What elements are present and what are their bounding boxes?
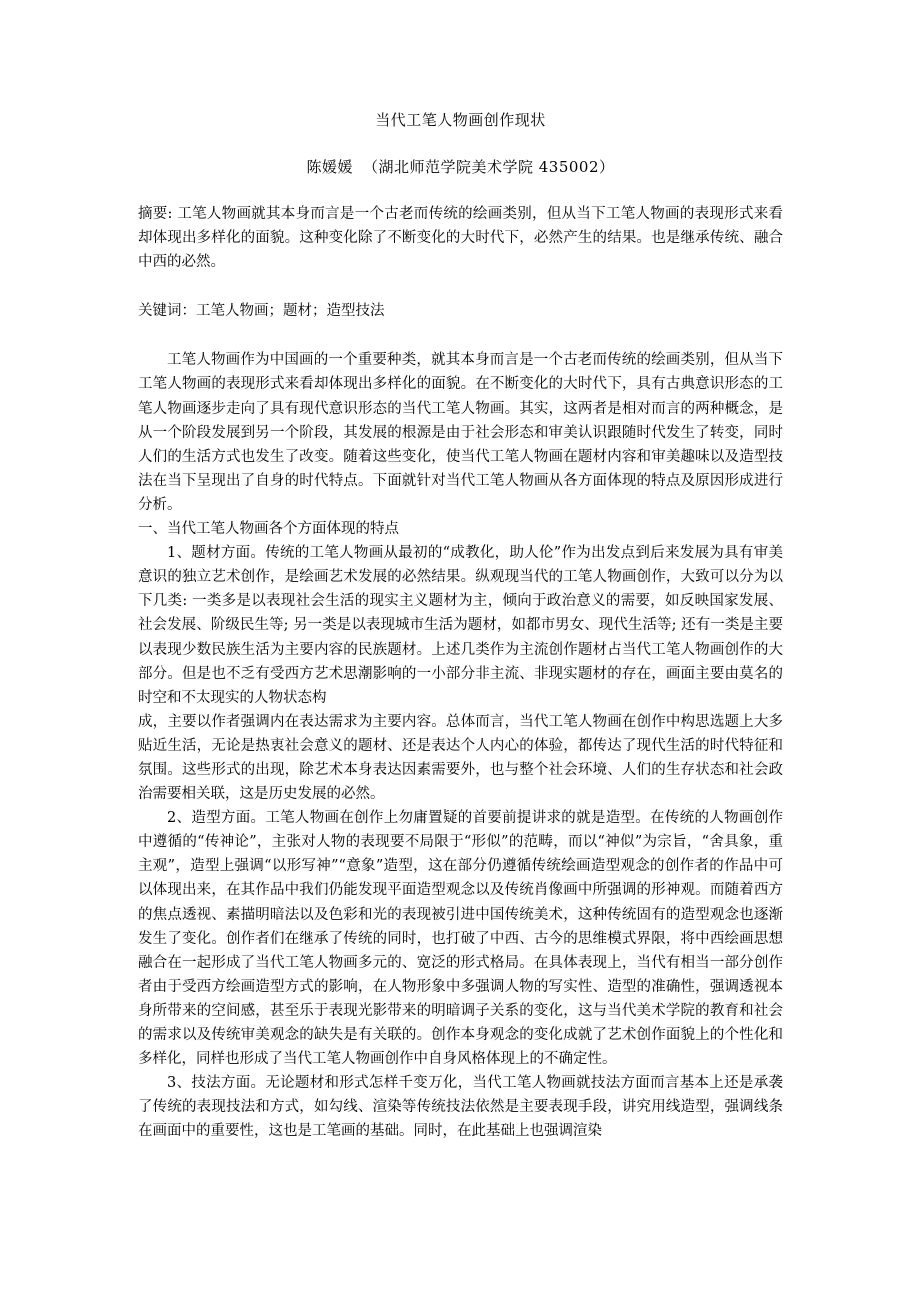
technique-paragraph: 3、技法方面。无论题材和形式怎样千变万化，当代工笔人物画就技法方面而言基本上还是承袭了传统的表现技法和方式，如勾线、渲染等传统技法依然是主要表现手段，讲究用线造型，强调线条在画面中的重要性，这也是工笔画的基础。同时，在此基础上也强调渲染 bbox=[138, 1075, 783, 1140]
keywords bbox=[138, 299, 783, 323]
document-page bbox=[138, 108, 783, 1143]
keywords-label: 关键词： bbox=[138, 303, 196, 320]
author-affiliation: （湖北师范学院美术学院 435002） bbox=[362, 158, 615, 176]
abstract bbox=[138, 202, 783, 274]
document-title: 当代工笔人物画创作现状 bbox=[375, 111, 546, 129]
intro-paragraph: 工笔人物画作为中国画的一个重要种类，就其本身而言是一个古老而传统的绘画类别，但从当下工笔人物画的表现形式来看却体现出多样化的面貌。在不断变化的大时代下，具有古典意识形态的工笔人物画逐步走向了具有现代意识形态的当代工笔人物画。其实，这两者是相对而言的两种概念，是从一个阶段发展到另一个阶段，其发展的根源是由于社会形态和审美认识跟随时代发生了转变，同时人们的生活方式也发生了改变。随着这些变化，使当代工笔人物画在题材内容和审美趣味以及造型技法在当下呈现出了自身的时代特点。下面就针对当代工笔人物画从各方面体现的特点及原因形成进行分析。 bbox=[138, 352, 783, 513]
author-line bbox=[138, 155, 783, 179]
abstract-text: 工笔人物画就其本身而言是一个古老而传统的绘画类别，但从当下工笔人物画的表现形式来看却体现出多样化的面貌。这种变化除了不断变化的大时代下，必然产生的结果。也是继承传统、融合中西的必然。 bbox=[138, 206, 784, 271]
author-name: 陈媛媛 bbox=[306, 158, 353, 176]
subject-matter-paragraph: 1、题材方面。传统的工笔人物画从最初的“成教化，助人伦”作为出发点到后来发展为具有审美意识的独立艺术创作，是绘画艺术发展的必然结果。纵观现当代的工笔人物画创作，大致可以分为以下几类: 一类多是以表现社会生活的现实主义题材为主，倾向于政治意义的需要，如反映国家发展、社会发展、阶级民生等; 另一类是以表现城市生活为题材，如都市男女、现代生活等; 还有一类是主要以表现少数民族生活为主要内容的民族题材。上述几类作为主流创作题材占当代工笔人物画创作的大部分。但是也不乏有受西方艺术思潮影响的一小部分非主流、非现实题材的存在，画面主要由莫名的时空和不太现实的人物状态构 bbox=[138, 545, 783, 706]
abstract-label: 摘要: bbox=[138, 206, 173, 222]
keywords-text: 工笔人物画；题材；造型技法 bbox=[196, 303, 385, 320]
subject-matter-paragraph-continued: 成，主要以作者强调内在表达需求为主要内容。总体而言，当代工笔人物画在创作中构思选题上大多贴近生活，无论是热衷社会意义的题材、还是表达个人内心的体验，都传达了现代生活的时代特征和氛围。这些形式的出现，除艺术本身表达因素需要外，也与整个社会环境、人们的生存状态和社会政治需要相关联，这是历史发展的必然。 bbox=[138, 713, 783, 803]
modeling-paragraph: 2、造型方面。工笔人物画在创作上勿庸置疑的首要前提讲求的就是造型。在传统的人物画创作中遵循的“传神论”，主张对人物的表现要不局限于“形似”的范畴，而以“神似”为宗旨，“舍具象，重主观”，造型上强调“以形写神”“意象”造型，这在部分仍遵循传统绘画造型观念的创作者的作品中可以体现出来，在其作品中我们仍能发现平面造型观念以及传统肖像画中所强调的形神观。而随着西方的焦点透视、素描明暗法以及色彩和光的表现被引进中国传统美术，这种传统固有的造型观念也逐渐发生了变化。创作者们在继承了传统的同时，也打破了中西、古今的思维模式界限，将中西绘画思想融合在一起形成了当代工笔人物画多元的、宽泛的形式格局。在具体表现上，当代有相当一部分创作者由于受西方绘画造型方式的影响，在人物形象中多强调人物的写实性、造型的准确性，强调透视本身所带来的空间感，甚至乐于表现光影带来的明暗调子关系的变化，这与当代美术学院的教育和社会的需求以及传统审美观念的缺失是有关联的。创作本身观念的变化成就了艺术创作面貌上的个性化和多样化，同样也形成了当代工笔人物画创作中自身风格体现上的不确定性。 bbox=[138, 810, 783, 1068]
section-heading: 一、当代工笔人物画各个方面体现的特点 bbox=[138, 521, 399, 538]
